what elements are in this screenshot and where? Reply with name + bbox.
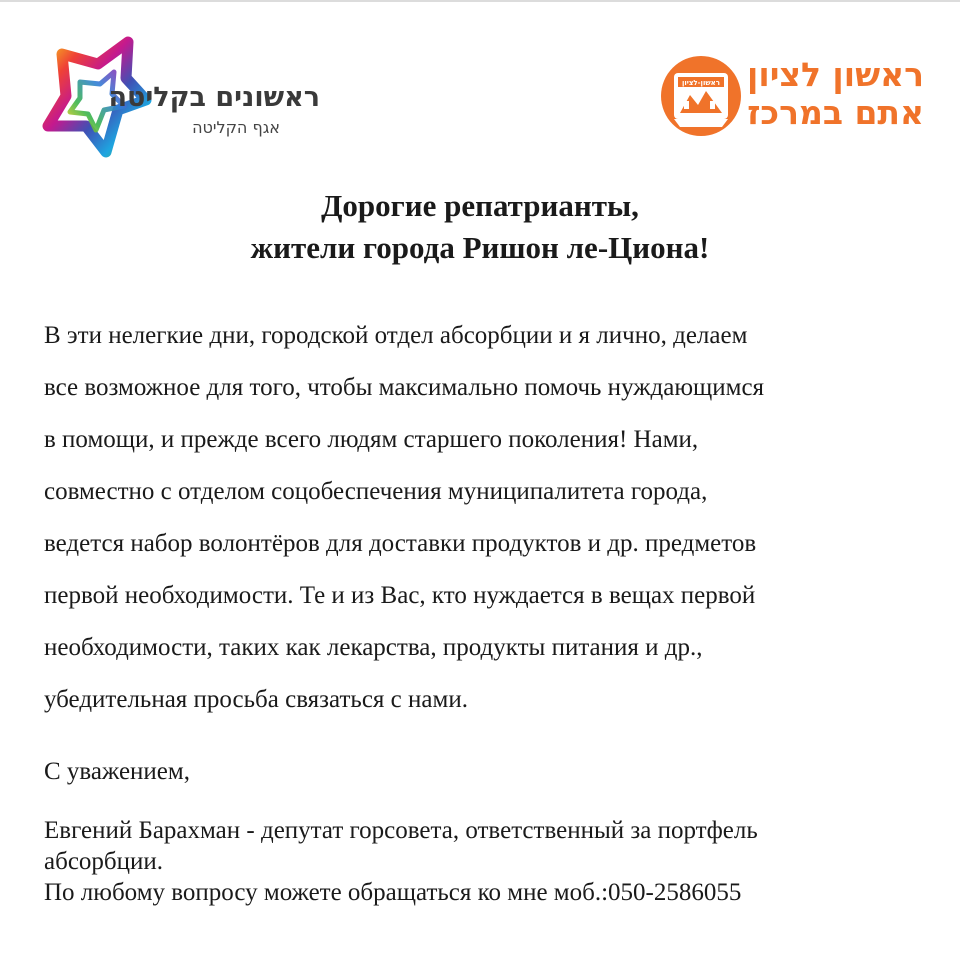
city-emblem-icon bbox=[660, 55, 742, 137]
title-line-2: жители города Ришон ле-Циона! bbox=[250, 230, 710, 265]
closing-salutation: С уважением, bbox=[44, 758, 190, 785]
absorption-logo-subtitle: אגף הקליטה bbox=[192, 118, 280, 137]
body-line: в помощи, и прежде всего людям старшего поколения! Нами, bbox=[44, 426, 699, 453]
city-logo-title: ראשון לציון bbox=[747, 55, 924, 94]
body-line: все возможное для того, чтобы максимально помочь нуждающимся bbox=[44, 374, 765, 401]
signature-line-2: абсорбции. bbox=[44, 848, 164, 875]
absorption-logo bbox=[40, 34, 320, 164]
top-divider bbox=[0, 0, 960, 2]
title-line-1: Дорогие репатрианты, bbox=[321, 188, 639, 223]
letter-body bbox=[44, 310, 934, 726]
body-line: необходимости, таких как лекарства, продукты питания и др., bbox=[44, 634, 703, 661]
contact-line: По любому вопросу можете обращаться ко мне моб.:050-2586055 bbox=[44, 879, 742, 906]
signature-block bbox=[44, 815, 944, 908]
body-line: В эти нелегкие дни, городской отдел абсорбции и я лично, делаем bbox=[44, 322, 748, 349]
body-line: ведется набор волонтёров для доставки продуктов и др. предметов bbox=[44, 530, 757, 557]
rishon-lezion-logo bbox=[660, 55, 930, 140]
body-line: совместно с отделом соцобеспечения муниципалитета города, bbox=[44, 478, 708, 505]
emblem-caption: ראשון-לציון bbox=[681, 79, 721, 87]
city-logo-slogan: אתם במרכז bbox=[747, 93, 924, 132]
body-line: убедительная просьба связаться с нами. bbox=[44, 686, 468, 713]
absorption-logo-title: ראשונים בקליטה bbox=[108, 82, 320, 113]
body-line: первой необходимости. Те и из Вас, кто нуждается в вещах первой bbox=[44, 582, 756, 609]
signature-line-1: Евгений Барахман - депутат горсовета, ответственный за портфель bbox=[44, 817, 758, 844]
page-title bbox=[0, 185, 960, 269]
